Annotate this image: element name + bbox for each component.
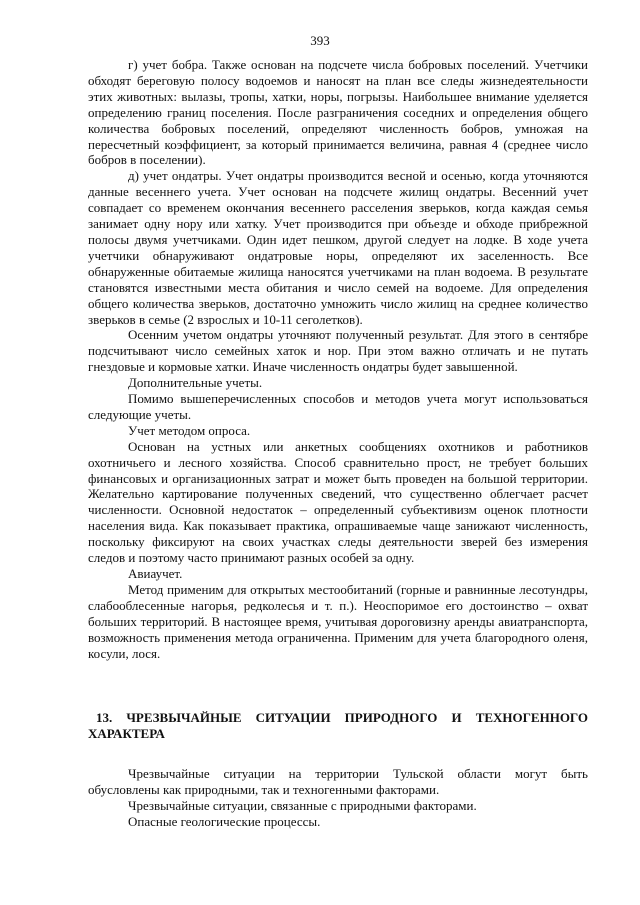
page-number: 393 xyxy=(310,33,330,48)
paragraph-additional-counts-title: Дополнительные учеты. xyxy=(128,375,263,391)
page-body xyxy=(88,57,588,830)
paragraph-muskrat-count: д) учет ондатры. Учет ондатры производится весной и осенью, когда уточняются данные весеннего учета. Учет основан на подсчете жилищ ондатры. Весенний учет совпадает со временем окончания весеннего расселения зверьков, когда каждая семья занимает одну нору или хатку. Учет производится при объезде и обходе прибрежной полосы двумя учетчиками. Один идет пешком, другой следует на лодке. В ходе учета учетчики обнаруживают ондатровые норы, определяют их заселенность. Все обнаруженные обитаемые жилища наносятся учетчиками на план водоема. В результате становятся известными места обитания и число семей на водоеме. Для определения общего количества зверьков, достаточно умножить число жилищ на среднее количество зверьков в семье (2 взрослых и 10-11 сеголетков). xyxy=(88,168,588,327)
paragraph-aerial-count: Метод применим для открытых местообитаний (горные и равнинные лесотундры, слабооблесенные нагорья, редколесья и т. п.). Неоспоримое его достоинство – охват больших территорий. В настоящее время, учитывая дороговизну аренды авиатранспорта, возможность применения метода ограниченна. Применим для учета благородного оленя, косули, лося. xyxy=(88,581,588,661)
paragraph-survey-method-title: Учет методом опроса. xyxy=(128,422,251,438)
section-heading: 13. ЧРЕЗВЫЧАЙНЫЕ СИТУАЦИИ ПРИРОДНОГО И ТЕХНОГЕННОГО ХАРАКТЕРА xyxy=(88,710,588,742)
paragraph-autumn-count: Осенним учетом ондатры уточняют полученный результат. Для этого в сентябре подсчитывают число семейных хаток и нор. При этом важно отличать и не путать гнездовые и кормовые хатки. Иначе численность ондатры будет завышенной. xyxy=(88,327,588,375)
paragraph-aerial-count-title: Авиаучет. xyxy=(128,566,183,581)
paragraph-emergencies-intro: Чрезвычайные ситуации на территории Тульской области могут быть обусловлены как природными, так и техногенными факторами. xyxy=(88,766,588,798)
paragraph-additional-counts: Помимо вышеперечисленных способов и методов учета могут использоваться следующие учеты. xyxy=(88,391,588,422)
paragraph-natural-emergencies: Чрезвычайные ситуации, связанные с природными факторами. xyxy=(128,798,477,814)
section-body xyxy=(88,766,588,830)
paragraph-beaver-count: г) учет бобра. Также основан на подсчете числа бобровых поселений. Учетчики обходят береговую полосу водоемов и наносят на план все следы жизнедеятельности этих животных: вылазы, тропы, хатки, норы, погрызы. Наибольшее внимание уделяется определению границ поселения. После разграничения соседних и определения общего количества бобровых поселений, определяют численность бобров, умножая на пересчетный коэффициент, за который принимается величина, равная 4 (среднее число бобров в поселении). xyxy=(88,57,588,168)
paragraph-survey-method: Основан на устных или анкетных сообщениях охотников и работников охотничьего и лесного хозяйства. Способ сравнительно прост, не требует больших финансовых и организационных затрат и может быть проведен на большой территории. Желательно картирование полученных сведений, что существенно облегчает расчет численности. Основной недостаток – определенный субъективизм оценок плотности населения вида. Как показывает практика, опрашиваемые чаще занижают численность, поскольку фиксируют на своих участках следы деятельности зверей без измерения следов и поэтому часто принимают разных особей за одну. xyxy=(88,438,588,566)
paragraph-geological-processes: Опасные геологические процессы. xyxy=(128,813,321,829)
